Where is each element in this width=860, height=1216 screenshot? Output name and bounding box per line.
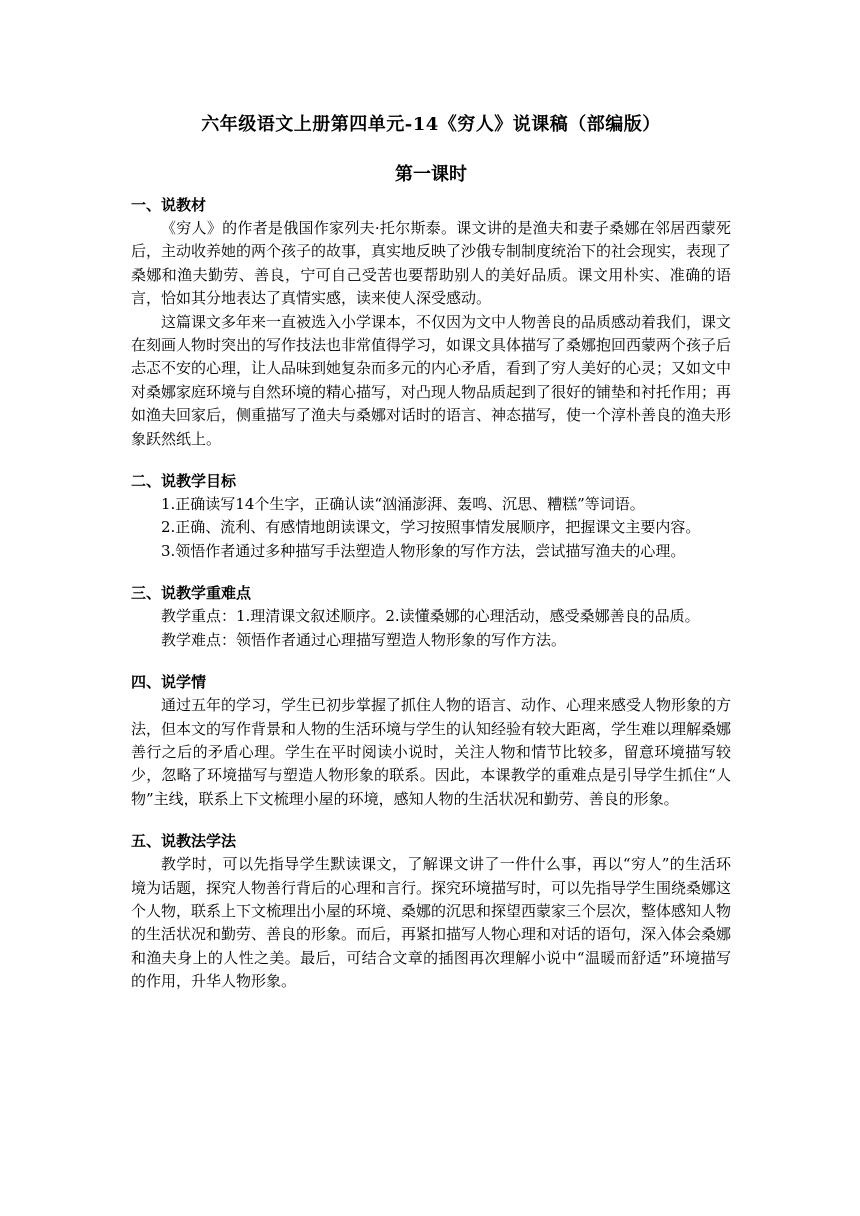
- key-point: 教学重点：1.理清课文叙述顺序。2.读懂桑娜的心理活动，感受桑娜善良的品质。: [161, 607, 700, 626]
- lesson-title: 第一课时: [395, 164, 467, 185]
- difficult-point: 教学难点：领悟作者通过心理描写塑造人物形象的写作方法。: [161, 630, 567, 649]
- section-heading: 一、说教材: [131, 196, 207, 214]
- paragraph: 通过五年的学习，学生已初步掌握了抓住人物的语言、动作、心理来感受人物形象的方法，但本文的写作背景和人物的生活环境与学生的认知经验有较大距离，学生难以理解桑娜善行之后的矛盾心理。学生在平时阅读小说时，关注人物和情节比较多，留意环境描写较少，忽略了环境描写与塑造人物形象的联系。因此，本课教学的重难点是引导学生抓住“人物”主线，联系上下文梳理小屋的环境，感知人物的生活状况和勤劳、善良的形象。: [131, 696, 732, 808]
- document-page: [131, 112, 731, 1013]
- section-key-points: [131, 582, 731, 652]
- goal-item: 2.正确、流利、有感情地朗读课文，学习按照事情发展顺序，把握课文主要内容。: [161, 518, 701, 537]
- section-heading: 三、说教学重难点: [131, 584, 252, 603]
- document-title: 六年级语文上册第四单元-14《穷人》说课稿（部编版）: [201, 114, 661, 135]
- section-student-analysis: [131, 671, 731, 811]
- goal-item: 3.领悟作者通过多种描写手法塑造人物形象的写作方法，尝试描写渔夫的心理。: [161, 541, 686, 560]
- paragraph: 这篇课文多年来一直被选入小学课本，不仅因为文中人物善良的品质感动着我们，课文在刻画人物时突出的写作技法也非常值得学习，如课文具体描写了桑娜抱回西蒙两个孩子后忐忑不安的心理，让人品味到她复杂而多元的内心矛盾，看到了穷人美好的心灵；又如文中对桑娜家庭环境与自然环境的精心描写，对凸现人物品质起到了很好的铺垫和衬托作用；再如渔夫回家后，侧重描写了渔夫与桑娜对话时的语言、神态描写，使一个淳朴善良的渔夫形象跃然纸上。: [131, 312, 732, 448]
- section-teaching-goals: [131, 470, 731, 563]
- goal-item: 1.正确读写14个生字，正确认读“汹涌澎湃、轰鸣、沉思、糟糕”等词语。: [161, 495, 645, 514]
- section-heading: 五、说教法学法: [131, 832, 237, 851]
- section-teaching-methods: [131, 830, 731, 993]
- paragraph: 教学时，可以先指导学生默读课文，了解课文讲了一件什么事，再以“穷人”的生活环境为话题，探究人物善行背后的心理和言行。探究环境描写时，可以先指导学生围绕桑娜这个人物，联系上下文梳理出小屋的环境、桑娜的沉思和探望西蒙家三个层次，整体感知人物的生活状况和勤劳、善良的形象。而后，再紧扣描写人物心理和对话的语句，深入体会桑娜和渔夫身上的人性之美。最后，可结合文章的插图再次理解小说中“温暖而舒适”环境描写的作用，升华人物形象。: [131, 855, 732, 991]
- section-heading: 二、说教学目标: [131, 472, 237, 491]
- section-textbook: [131, 194, 731, 451]
- section-heading: 四、说学情: [131, 673, 207, 692]
- paragraph: 《穷人》的作者是俄国作家列夫·托尔斯泰。课文讲的是渔夫和妻子桑娜在邻居西蒙死后，主动收养她的两个孩子的故事，真实地反映了沙俄专制制度统治下的社会现实，表现了桑娜和渔夫勤劳、善良，宁可自己受苦也要帮助别人的美好品质。课文用朴实、准确的语言，恰如其分地表达了真情实感，读来使人深受感动。: [131, 219, 732, 308]
